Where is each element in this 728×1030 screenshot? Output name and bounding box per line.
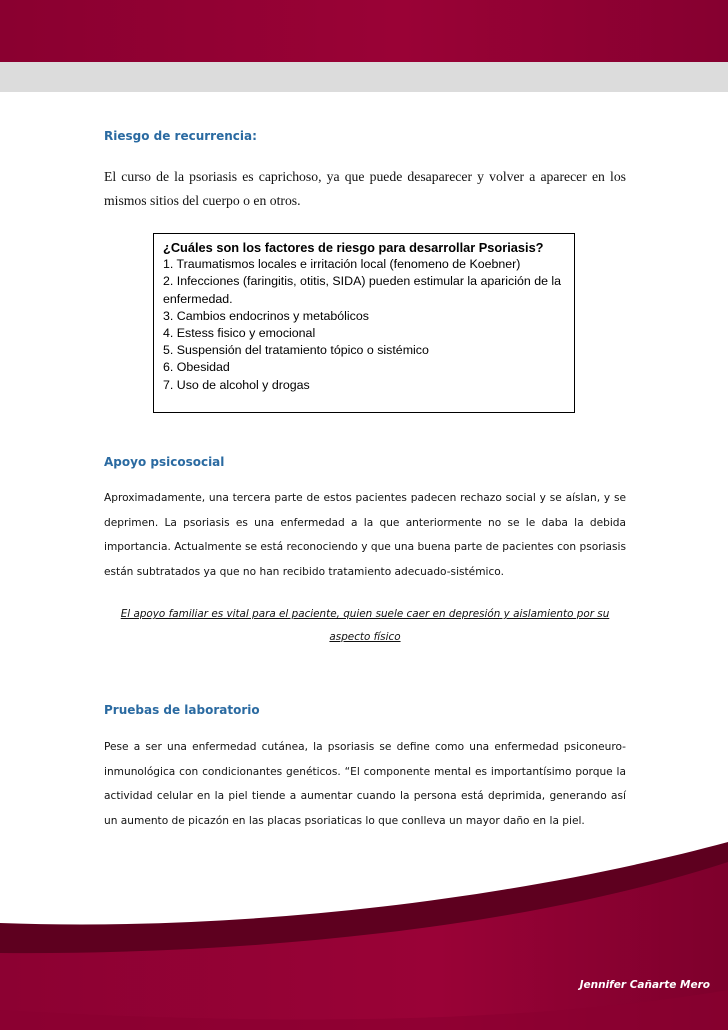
paragraph-lab-tests: Pese a ser una enfermedad cutánea, la psoriasis se define como una enfermedad psiconeuro-inmunológica con condicionantes genéticos. “El componente mental es importantísimo porque la actividad celular en la piel tiende a aumentar cuando la persona está deprimida, generando así un aumento de picazón en las placas psoriaticas lo que conlleva un mayor daño en la piel.	[104, 741, 626, 827]
risk-factor-item: 6. Obesidad	[163, 360, 230, 375]
risk-factors-list	[163, 256, 566, 394]
risk-factor-item: 7. Uso de alcohol y drogas	[163, 377, 310, 392]
header-gray-band	[0, 62, 728, 92]
header-band	[0, 0, 728, 62]
family-support-quote: El apoyo familiar es vital para el paciente, quien suele caer en depresión y aislamiento por su aspecto físico	[120, 608, 610, 643]
heading-recurrence: Riesgo de recurrencia:	[104, 129, 257, 143]
risk-factors-box	[153, 233, 575, 413]
risk-factors-title: ¿Cuáles son los factores de riesgo para desarrollar Psoriasis?	[163, 240, 544, 255]
risk-factor-item: 1. Traumatismos locales e irritación local (fenomeno de Koebner)	[163, 257, 521, 272]
paragraph-psychosocial: Aproximadamente, una tercera parte de estos pacientes padecen rechazo social y se aíslan, y se deprimen. La psoriasis es una enfermedad a la que anteriormente no se le daba la debida importancia. Actualmente se está reconociendo y que una buena parte de pacientes con psoriasis están subtratados ya que no han recibido tratamiento adecuado-sistémico.	[104, 492, 626, 578]
risk-factor-item: 3. Cambios endocrinos y metabólicos	[163, 308, 369, 323]
risk-factor-item: 2. Infecciones (faringitis, otitis, SIDA) pueden estimular la aparición de la enfermedad.	[163, 274, 562, 306]
heading-psychosocial: Apoyo psicosocial	[104, 455, 225, 469]
risk-factor-item: 5. Suspensión del tratamiento tópico o sistémico	[163, 343, 429, 358]
heading-lab-tests: Pruebas de laboratorio	[104, 703, 260, 717]
footer-author: Jennifer Cañarte Mero	[579, 979, 710, 991]
paragraph-recurrence: El curso de la psoriasis es caprichoso, ya que puede desaparecer y volver a aparecer en los mismos sitios del cuerpo o en otros.	[104, 169, 626, 208]
risk-factor-item: 4. Estess fisico y emocional	[163, 326, 316, 341]
footer-wave	[0, 820, 728, 1030]
